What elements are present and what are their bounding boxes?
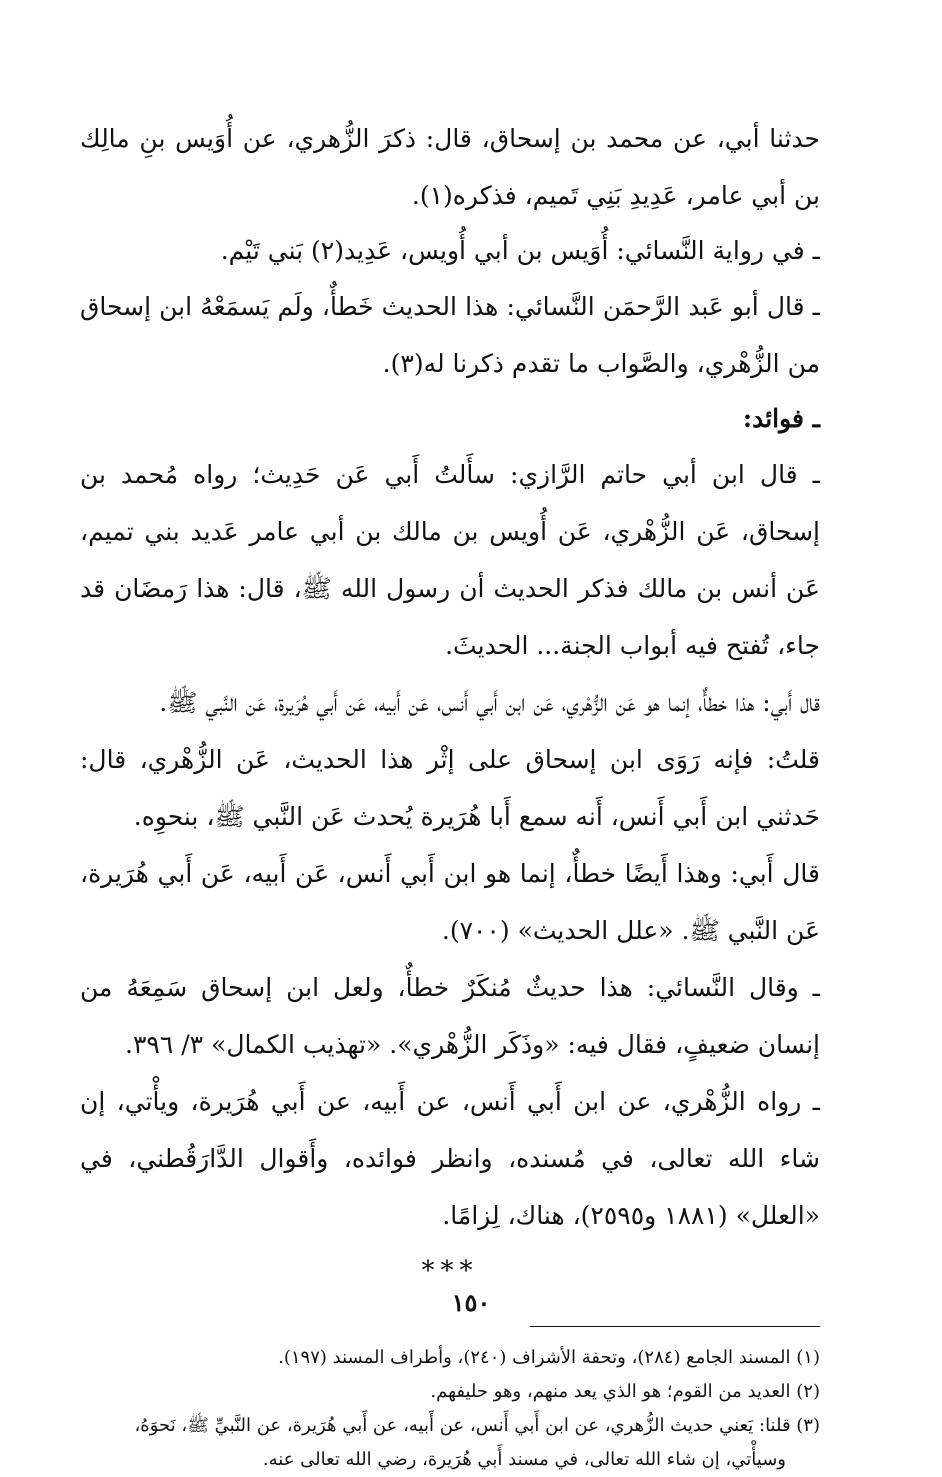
footnote-3-continued: وسيأْتي، إن شاء الله تعالى، في مسند أَبي هُرَيرة، رضي الله تعالى عنه.: [262, 1449, 786, 1470]
footnote-rule: [530, 1326, 820, 1327]
footnote-1: (١) المسند الجامع (٢٨٤)، وتحفة الأشراف (٢٤٠)، وأطراف المسند (١٩٧).: [278, 1347, 820, 1368]
paragraph-riwayah: ـ رواه الزُّهْري، عن ابن أَبي أَنس، عن أَبيه، عن أَبي هُرَيرة، ويأْتي، إن شاء الله تعالى، في مُسنده، وانظر فوائده، وأَقوال الدَّارَقُطني، في «العلل» (١٨٨١ و٢٥٩٥)، هناك، لِزامًا.: [80, 1087, 820, 1230]
footnote-2: (٢) العديد من القوم؛ هو الذي يعد منهم، وهو حليفهم.: [430, 1381, 820, 1402]
footnote-3: (٣) قلنا: يَعني حديث الزُّهري، عن ابن أَبي أَنس، عن أَبيه، عن أَبي هُرَيرة، عن النَّبيِّ ﷺ، نَحوَهُ،: [134, 1415, 820, 1436]
section-separator: ***: [421, 1256, 479, 1286]
paragraph-qala-abi-2: قال أَبي: وهذا أَيضًا خطأٌ، إنما هو ابن أَبي أَنس، عَن أَبيه، عَن أَبي هُرَيرة، عَن النَّبي ﷺ. «علل الحديث» (٧٠٠).: [80, 859, 820, 945]
main-text: [80, 110, 820, 1244]
paragraph-nasai-comment: ـ قال أبو عَبد الرَّحمَن النَّسائي: هذا الحديث خَطأٌ، ولَم يَسمَعْهُ ابن إسحاق من الزُّهْري، والصَّواب ما تقدم ذكرنا له(٣).: [80, 292, 820, 378]
paragraph-qultu: قلتُ: فإنه رَوَى ابن إسحاق على إثْر هذا الحديث، عَن الزُّهْري، قال: حَدثني ابن أَبي أَنس، أَنه سمع أَبا هُرَيرة يُحدث عَن النَّبي ﷺ، بنحوِه.: [80, 745, 820, 831]
paragraph-nasai-narration: ـ في رواية النَّسائي: أُوَيس بن أبي أُويس، عَدِيد(٢) بَني تَيْم.: [220, 236, 820, 265]
heading-fawaid: ـ فوائد:: [742, 404, 820, 433]
paragraph-qala-abi-1: قال أَبي: هذا خطأٌ، إنما هو عَن الزُّهْري، عَن ابن أَبي أَنس، عَن أَبيه، عَن أَبي هُرَيرة، عَن النَّبي ﷺ.: [159, 688, 820, 717]
footnotes: [80, 1341, 820, 1477]
paragraph-nasai-munkar: ـ وقال النَّسائي: هذا حديثٌ مُنكَرٌ خطأٌ، ولعل ابن إسحاق سَمِعَهُ من إنسان ضعيفٍ، فقال فيه: «وذَكَر الزُّهْري». «تهذيب الكمال» ٣/ ٣٩٦.: [80, 973, 820, 1059]
page-number: ١٥٠: [451, 1288, 491, 1317]
paragraph-isnad: حدثنا أبي، عن محمد بن إسحاق، قال: ذكرَ الزُّهري، عن أُوَيس بنِ مالِك بن أبي عامر، عَدِيدِ بَنِي تَميم، فذكره(١).: [80, 124, 820, 210]
paragraph-abi-hatim: ـ قال ابن أبي حاتم الرَّازي: سأَلتُ أَبي عَن حَدِيث؛ رواه مُحمد بن إسحاق، عَن الزُّهْري، عَن أُويس بن مالك بن أبي عامر عَديد بني تميم، عَن أنس بن مالك فذكر الحديث أن رسول الله ﷺ، قال: هذا رَمضَان قد جاء، تُفتح فيه أبواب الجنة... الحديثَ.: [80, 460, 820, 660]
